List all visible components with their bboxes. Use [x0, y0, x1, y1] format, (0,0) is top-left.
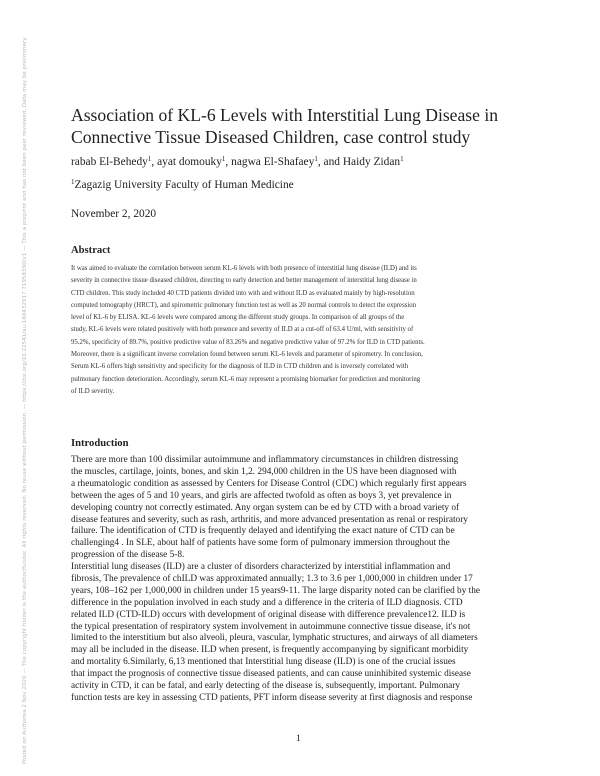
- author-affil-mark: 1: [221, 155, 226, 163]
- author-affil-mark: 1: [147, 155, 152, 163]
- paper-title: [71, 104, 541, 148]
- title-line: Connective Tissue Diseased Children, case control study: [71, 127, 471, 147]
- author-sep: , and: [317, 156, 343, 168]
- abstract-line: level of KL-6 by ELISA. KL-6 levels were compared among the different study groups. In comparison of all groups of the: [71, 314, 405, 322]
- affiliation-text: Zagazig University Faculty of Human Medicine: [74, 179, 294, 191]
- abstract-line: severity in connective tissue diseased children, directing to early detection and better management of interstitial lung disease in: [71, 277, 417, 285]
- author-sep: ,: [151, 156, 158, 168]
- author-name: Haidy Zidan: [342, 156, 401, 168]
- preprint-watermark: [22, 10, 32, 770]
- body-line: progression of the disease 5-8.: [71, 550, 185, 561]
- body-line: developing country not correctly estimated. Any organ system can be ed by CTD with a broad variety of: [71, 502, 460, 513]
- introduction-paragraph-2: [71, 562, 531, 705]
- publication-date: November 2, 2020: [71, 208, 157, 220]
- body-line: failure. The identification of CTD is frequently delayed and identifying the exact nature of CTD can be: [71, 526, 455, 537]
- body-line: limited to the interstitium but also alveoli, pleura, vascular, lymphatic structures, and airways of all diameters: [71, 633, 478, 644]
- introduction-paragraph-1: [71, 455, 531, 562]
- abstract-line: 95.2%, specificity of 89.7%, positive predictive value of 83.26% and negative predictive value of 97.2% for ILD in CTD patients.: [71, 338, 425, 346]
- author-name: ayat domouky: [157, 156, 222, 168]
- abstract-body: [71, 263, 531, 398]
- body-line: activity in CTD, it can be fatal, and early detecting of the disease is, subsequently, important. Pulmonary: [71, 681, 460, 692]
- affiliation-mark: 1: [71, 178, 75, 186]
- author-affil-mark: 1: [314, 155, 318, 163]
- page-number: 1: [296, 733, 301, 744]
- abstract-line: of ILD severity.: [71, 387, 115, 395]
- abstract-line: pulmonary function deterioration. Accordingly, serum KL-6 may represent a promising biomarker for prediction and monitoring: [71, 375, 421, 383]
- abstract-line: It was aimed to evaluate the correlation between serum KL-6 levels with both presence of interstitial lung disease (ILD) and its: [71, 265, 417, 272]
- affiliation: [71, 179, 294, 191]
- abstract-line: Serum KL-6 offers high sensitivity and specificity for the diagnosis of ILD in CTD children and is inversely correlated with: [71, 363, 409, 371]
- author-list: [71, 156, 404, 168]
- body-line: that impact the prognosis of connective tissue diseased patients, and can cause uninhibited systemic disease: [71, 669, 471, 680]
- author-name: rabab El-Behedy: [71, 156, 148, 168]
- watermark-text: Posted on Authorea 2 Nov 2020 — The copyright holder is the author/funder. All rights reserved. No reuse without permission. — https://doi.org/10.22541/au.160432917.71958390/v1 — This a preprint and has not been peer reviewed. Data may be preliminary.: [22, 36, 28, 764]
- body-line: a rheumatologic condition as assessed by Centers for Disease Control (CDC) which regularly first appears: [71, 478, 467, 489]
- body-line: the muscles, cartilage, joints, bones, and skin 1,2. 294,000 children in the US have been diagnosed with: [71, 466, 457, 477]
- body-line: difference in the population involved in each study and a difference in the criteria of ILD diagnosis. CTD: [71, 597, 463, 608]
- abstract-line: CTD children. This study included 40 CTD patients divided into with and without ILD as evaluated mainly by high-resolution: [71, 289, 415, 297]
- abstract-heading: Abstract: [71, 245, 111, 256]
- body-line: challenging4 . In SLE, about half of patients have some form of pulmonary immersion throughout the: [71, 538, 450, 549]
- body-line: between the ages of 5 and 10 years, and girls are affected twofold as often as boys 3, yet prevalence in: [71, 490, 452, 501]
- author-name: nagwa El-Shafaey: [231, 156, 315, 168]
- body-line: related ILD (CTD-ILD) occurs with development of original disease with difference prevalence12. ILD is: [71, 609, 466, 620]
- body-line: disease features and severity, such as rash, arthritis, and more advanced presentation as renal or respiratory: [71, 514, 468, 525]
- title-line: Association of KL-6 Levels with Interstitial Lung Disease in: [71, 105, 499, 125]
- body-line: fibrosis, The prevalence of chILD was approximated annually; 1.3 to 3.6 per 1,000,000 in children under 17: [71, 573, 473, 584]
- body-line: function tests are key in assessing CTD patients, PFT inform disease severity at first diagnosis and response: [71, 692, 473, 703]
- author-sep: ,: [225, 156, 232, 168]
- body-line: Interstitial lung diseases (ILD) are a cluster of disorders characterized by interstitial inflammation and: [71, 562, 451, 572]
- abstract-line: computed tomography (HRCT), and spirometric pulmonary function test as well as 20 normal controls to detect the expression: [71, 301, 417, 309]
- author-affil-mark: 1: [400, 155, 404, 163]
- introduction-heading: Introduction: [71, 438, 129, 449]
- body-line: years, 108–162 per 1,000,000 in children under 15 years9-11. The large disparity noted can be clarified by the: [71, 585, 481, 596]
- body-line: There are more than 100 dissimilar autoimmune and inflammatory circumstances in children distressing: [71, 455, 459, 465]
- body-line: may all be included in the disease. ILD when present, is frequently accompanying by significant morbidity: [71, 645, 469, 656]
- body-line: the typical presentation of respiratory system involvement in autoimmune connective tissue disease, it's not: [71, 621, 471, 632]
- abstract-line: Moreover, there is a significant inverse correlation found between serum KL-6 levels and parameter of spirometry. In conclusion,: [71, 351, 423, 359]
- body-line: and mortality 6.Similarly, 6,13 mentioned that Interstitial lung disease (ILD) is one of the crucial issues: [71, 657, 456, 668]
- abstract-line: study, KL-6 levels were related positively with both presence and severity of ILD at a cut-off of 63.4 U/ml, with sensitivity of: [71, 326, 414, 334]
